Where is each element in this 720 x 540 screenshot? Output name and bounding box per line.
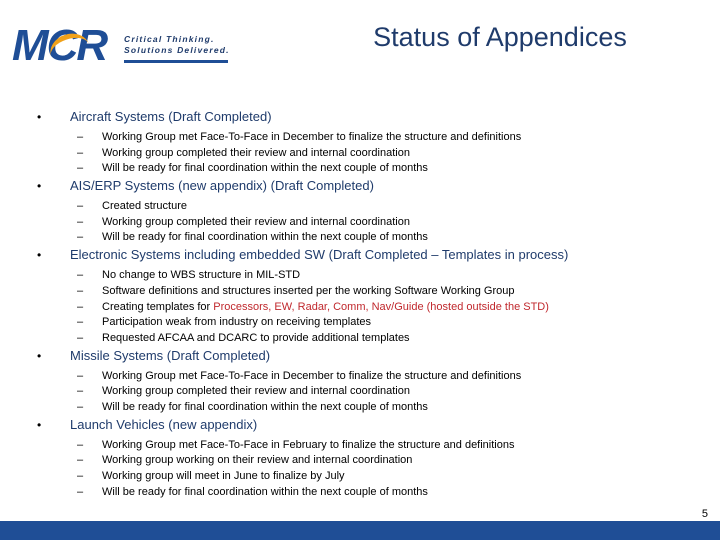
- dash: –: [77, 231, 84, 244]
- mcr-logo: [12, 22, 232, 70]
- list-item: [0, 331, 720, 347]
- list-item-text: Will be ready for final coordination within the next couple of months: [102, 485, 428, 498]
- dash: –: [77, 316, 84, 329]
- list-item: [0, 146, 720, 162]
- dash: –: [77, 300, 84, 313]
- slide-content: [0, 108, 720, 500]
- bullet: •: [37, 417, 42, 432]
- topic-electronic-systems: [0, 246, 720, 346]
- list-item-text: Working group will meet in June to finalize by July: [102, 470, 345, 482]
- logo-mark: MCR: [12, 21, 107, 70]
- list-item: [0, 199, 720, 215]
- tagline-line-1: Critical Thinking.: [124, 34, 215, 44]
- list-item-text: Software definitions and structures inserted per the working Software Working Group: [102, 284, 515, 297]
- tagline-underline: [124, 60, 228, 63]
- slide-title: Status of Appendices: [373, 22, 627, 52]
- list-item-text: Working group completed their review and internal coordination: [102, 215, 410, 228]
- list-item-text: Working group completed their review and internal coordination: [102, 385, 410, 398]
- dash: –: [77, 369, 84, 382]
- list-item: [0, 453, 720, 469]
- list-item-text: Will be ready for final coordination within the next couple of months: [102, 162, 428, 175]
- list-item-text: Participation weak from industry on receiving templates: [102, 316, 372, 329]
- list-item: [0, 369, 720, 385]
- templates-highlight: Processors, EW, Radar, Comm, Nav/Guide (hosted outside the STD): [213, 300, 549, 313]
- list-item: [0, 161, 720, 177]
- page-number: 5: [701, 508, 708, 520]
- slide-header: [0, 0, 720, 90]
- dash: –: [77, 215, 84, 228]
- bullet: •: [37, 348, 42, 363]
- list-item-text: Working Group met Face-To-Face in December to finalize the structure and definitions: [102, 131, 522, 143]
- list-item-text: Working group completed their review and internal coordination: [102, 146, 410, 159]
- dash: –: [77, 162, 84, 175]
- list-item-text: Will be ready for final coordination within the next couple of months: [102, 400, 428, 413]
- list-item: [0, 469, 720, 485]
- dash: –: [77, 146, 84, 159]
- footer-bar: [0, 521, 720, 540]
- list-item: [0, 268, 720, 284]
- list-item-text: Working group working on their review and internal coordination: [102, 454, 413, 467]
- list-item-text: Requested AFCAA and DCARC to provide additional templates: [102, 331, 410, 344]
- list-item-text: Working Group met Face-To-Face in February to finalize the structure and definitions: [102, 438, 515, 451]
- list-item-text: [102, 300, 549, 316]
- dash: –: [77, 131, 84, 143]
- list-item: [0, 130, 720, 146]
- list-item: [0, 300, 720, 316]
- topic-missile-systems: [0, 347, 720, 416]
- topic-aircraft-systems: [0, 108, 720, 177]
- list-item: [0, 230, 720, 246]
- dash: –: [77, 269, 84, 282]
- dash: –: [77, 331, 84, 344]
- dash: –: [77, 470, 84, 482]
- list-item: [0, 284, 720, 300]
- list-item-text: No change to WBS structure in MIL-STD: [102, 269, 301, 282]
- list-item: [0, 400, 720, 416]
- list-item: [0, 384, 720, 400]
- dash: –: [77, 454, 84, 467]
- topic-label: Missile Systems (Draft Completed): [70, 347, 271, 363]
- logo-tagline: [124, 34, 230, 56]
- bullet: •: [37, 179, 42, 194]
- list-item-text: Working Group met Face-To-Face in December to finalize the structure and definitions: [102, 369, 522, 382]
- bullet: •: [37, 110, 42, 124]
- topic-label: Electronic Systems including embedded SW (Draft Completed – Templates in process): [70, 247, 569, 263]
- dash: –: [77, 485, 84, 498]
- topic-label: Aircraft Systems (Draft Completed): [70, 109, 272, 124]
- dash: –: [77, 385, 84, 398]
- tagline-line-2: Solutions Delivered.: [124, 45, 230, 55]
- topic-label: Launch Vehicles (new appendix): [70, 416, 258, 432]
- topic-label: AIS/ERP Systems (new appendix) (Draft Completed): [70, 178, 374, 194]
- dash: –: [77, 438, 84, 451]
- templates-prefix: Creating templates for: [102, 300, 211, 313]
- list-item: [0, 438, 720, 454]
- dash: –: [77, 400, 84, 413]
- list-item-text: Will be ready for final coordination within the next couple of months: [102, 231, 428, 244]
- bullet: •: [37, 248, 42, 263]
- topic-ais-erp-systems: [0, 177, 720, 246]
- list-item: [0, 485, 720, 501]
- dash: –: [77, 284, 84, 297]
- topic-launch-vehicles: [0, 416, 720, 501]
- list-item: [0, 315, 720, 331]
- list-item-text: Created structure: [102, 200, 187, 213]
- list-item: [0, 215, 720, 231]
- dash: –: [77, 200, 84, 213]
